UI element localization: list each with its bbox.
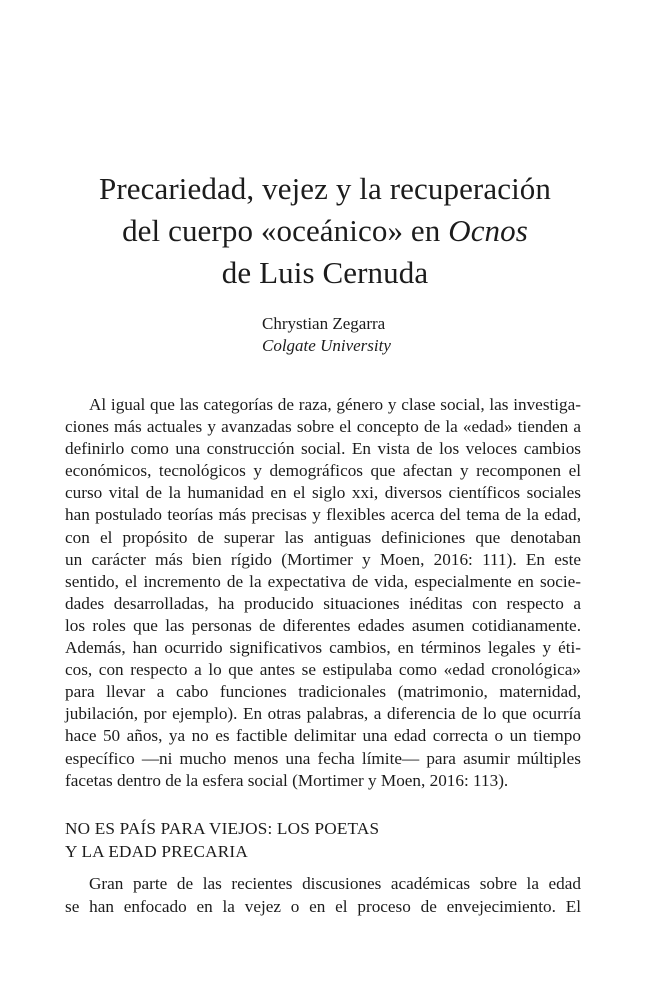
- text-line: específico —ni mucho menos una fecha límite— para asumir múltiples: [65, 748, 581, 768]
- author-block: [262, 313, 391, 357]
- text-line: jubilación, por ejemplo). En otras palabras, a diferencia de lo que ocurría: [65, 704, 581, 724]
- text-line: dades desarrolladas, ha producido situaciones inéditas con respecto a: [65, 593, 581, 613]
- author-affiliation: Colgate University: [262, 336, 391, 355]
- text-line: ciones más actuales y avanzadas sobre el concepto de la «edad» tienden a: [65, 417, 581, 437]
- text-line: sentido, el incremento de la expectativa de vida, especialmente en socie-: [65, 571, 581, 591]
- title-line-1: Precariedad, vejez y la recuperación: [99, 171, 551, 206]
- text-line: facetas dentro de la esfera social (Mortimer y Moen, 2016: 113).: [65, 770, 509, 790]
- text-line: curso vital de la humanidad en el siglo xxi, diversos científicos sociales: [65, 483, 581, 503]
- text-line: para llevar a cabo funciones tradicionales (matrimonio, maternidad,: [65, 682, 581, 702]
- author-name: Chrystian Zegarra: [262, 314, 386, 333]
- text-line: cos, con respecto a lo que antes se estipulaba como «edad cronológica»: [65, 660, 581, 680]
- text-line: hace 50 años, ya no es factible delimitar una edad correcta o un tiempo: [65, 726, 581, 746]
- body-paragraph-1: [65, 394, 581, 792]
- title-line-2-text: del cuerpo «oceánico» en: [122, 213, 449, 248]
- text-line: Gran parte de las recientes discusiones académicas sobre la edad: [89, 874, 581, 893]
- title-line-2: [60, 210, 590, 252]
- text-line: definirlo como una construcción social. En vista de los veloces cambios: [65, 439, 581, 459]
- section-heading-line-1: NO ES PAÍS PARA VIEJOS: LOS POETAS: [65, 819, 380, 838]
- text-line: con el propósito de superar las antiguas definiciones que denotaban: [65, 527, 581, 547]
- text-line: Además, han ocurrido significativos cambios, en términos legales y éti-: [65, 638, 581, 658]
- text-line: se han enfocado en la vejez o en el proceso de envejecimiento. El: [65, 896, 581, 916]
- body-paragraph-2: [65, 873, 581, 918]
- text-line: Al igual que las categorías de raza, género y clase social, las investiga-: [89, 395, 581, 414]
- section-heading: [65, 818, 379, 863]
- title-work-name: Ocnos: [448, 213, 528, 248]
- text-line: los roles que las personas de diferentes edades asumen cotidianamente.: [65, 615, 581, 635]
- text-line: económicos, tecnológicos y demográficos que afectan y recomponen el: [65, 461, 581, 481]
- text-line: han postulado teorías más precisas y flexibles acerca del tema de la edad,: [65, 505, 581, 525]
- article-title: [60, 168, 590, 294]
- title-line-3: de Luis Cernuda: [221, 255, 429, 290]
- section-heading-line-2: Y LA EDAD PRECARIA: [65, 841, 248, 861]
- text-line: un carácter más bien rígido (Mortimer y Moen, 2016: 111). En este: [65, 549, 581, 569]
